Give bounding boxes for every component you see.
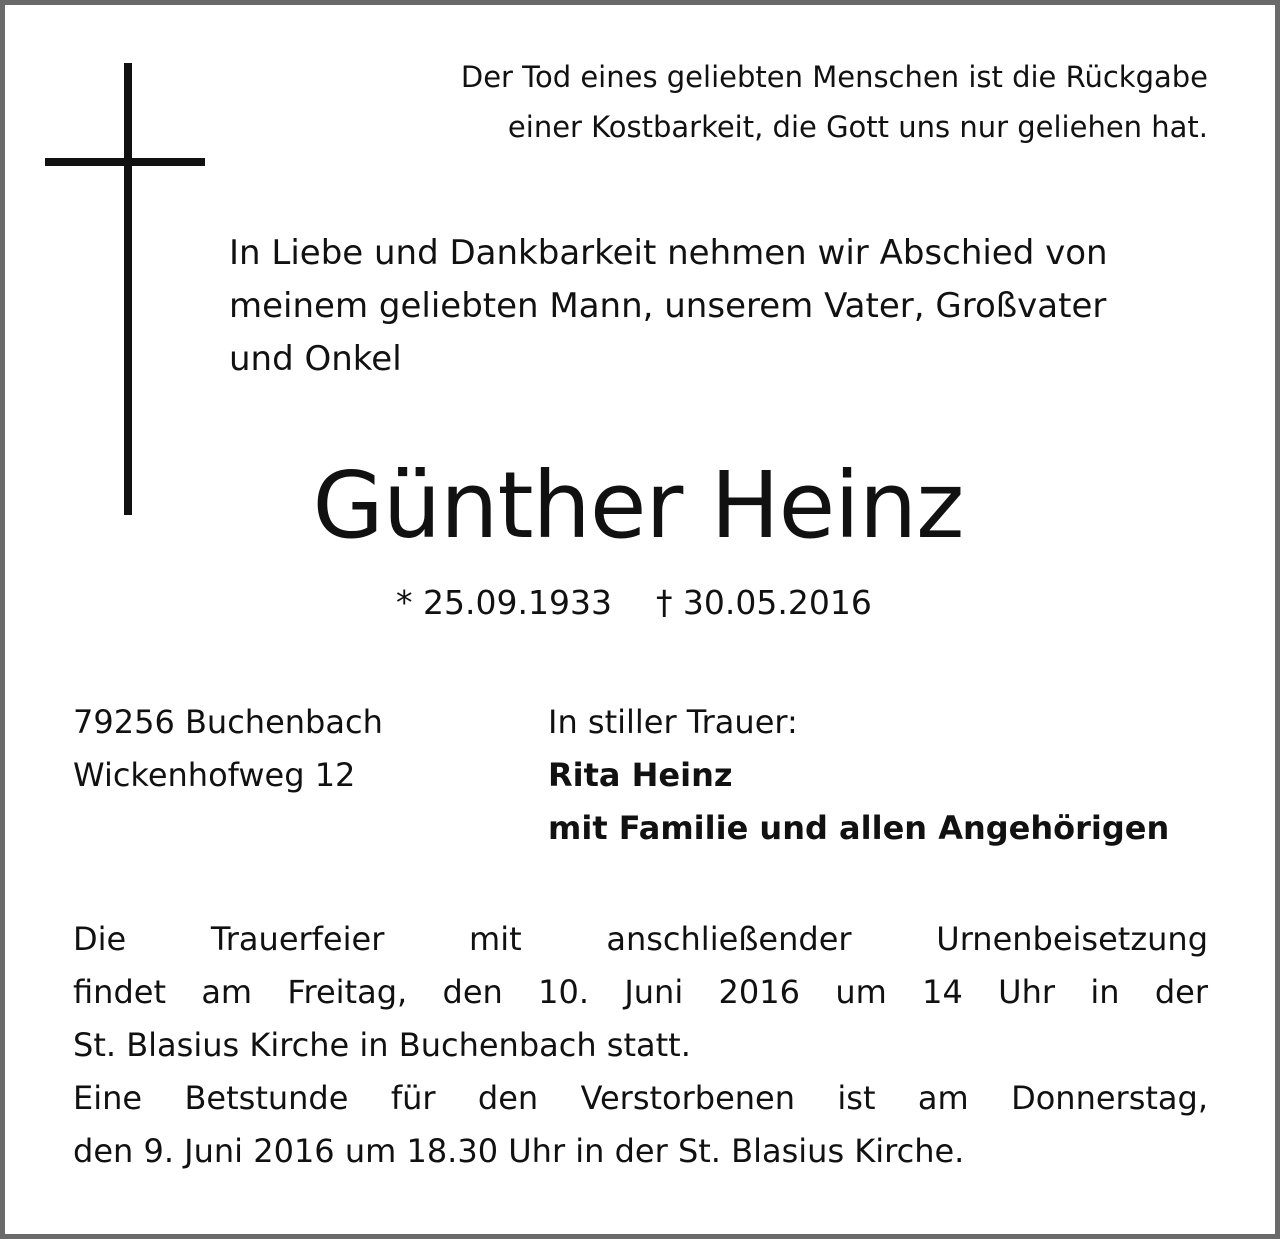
cross-icon-horizontal	[45, 158, 205, 166]
prayer-paragraph	[73, 1072, 1208, 1178]
deceased-name-block	[0, 448, 1280, 563]
ceremony-line: findet am Freitag, den 10. Juni 2016 um 14 Uhr in der	[73, 973, 1208, 1011]
ceremony-paragraph	[73, 913, 1208, 1072]
intro-line: meinem geliebten Mann, unserem Vater, Großvater	[229, 286, 1107, 326]
motto-line: einer Kostbarkeit, die Gott uns nur geliehen hat.	[507, 110, 1208, 144]
birth-date: * 25.09.1933	[396, 583, 612, 622]
prayer-line: den 9. Juni 2016 um 18.30 Uhr in der St. Blasius Kirche.	[73, 1132, 965, 1170]
deceased-name: Günther Heinz	[312, 452, 964, 559]
address-street: Wickenhofweg 12	[73, 756, 356, 794]
mourners-block	[548, 696, 1169, 855]
motto-quote	[461, 52, 1208, 152]
mourners-heading: In stiller Trauer:	[548, 703, 798, 741]
address-block	[73, 696, 383, 802]
intro-line: und Onkel	[229, 339, 402, 379]
address-city: 79256 Buchenbach	[73, 703, 383, 741]
life-dates	[396, 578, 872, 628]
intro-text	[229, 227, 1229, 386]
prayer-line: Eine Betstunde für den Verstorbenen ist am Donnerstag,	[73, 1079, 1208, 1117]
intro-line: In Liebe und Dankbarkeit nehmen wir Abschied von	[229, 233, 1108, 273]
ceremony-line: Die Trauerfeier mit anschließender Urnenbeisetzung	[73, 920, 1208, 958]
motto-line: Der Tod eines geliebten Menschen ist die Rückgabe	[460, 60, 1208, 94]
death-date: † 30.05.2016	[655, 583, 872, 622]
mourner-name: Rita Heinz	[548, 756, 733, 794]
mourner-family: mit Familie und allen Angehörigen	[548, 809, 1170, 847]
ceremony-text	[73, 913, 1208, 1178]
ceremony-line: St. Blasius Kirche in Buchenbach statt.	[73, 1026, 691, 1064]
